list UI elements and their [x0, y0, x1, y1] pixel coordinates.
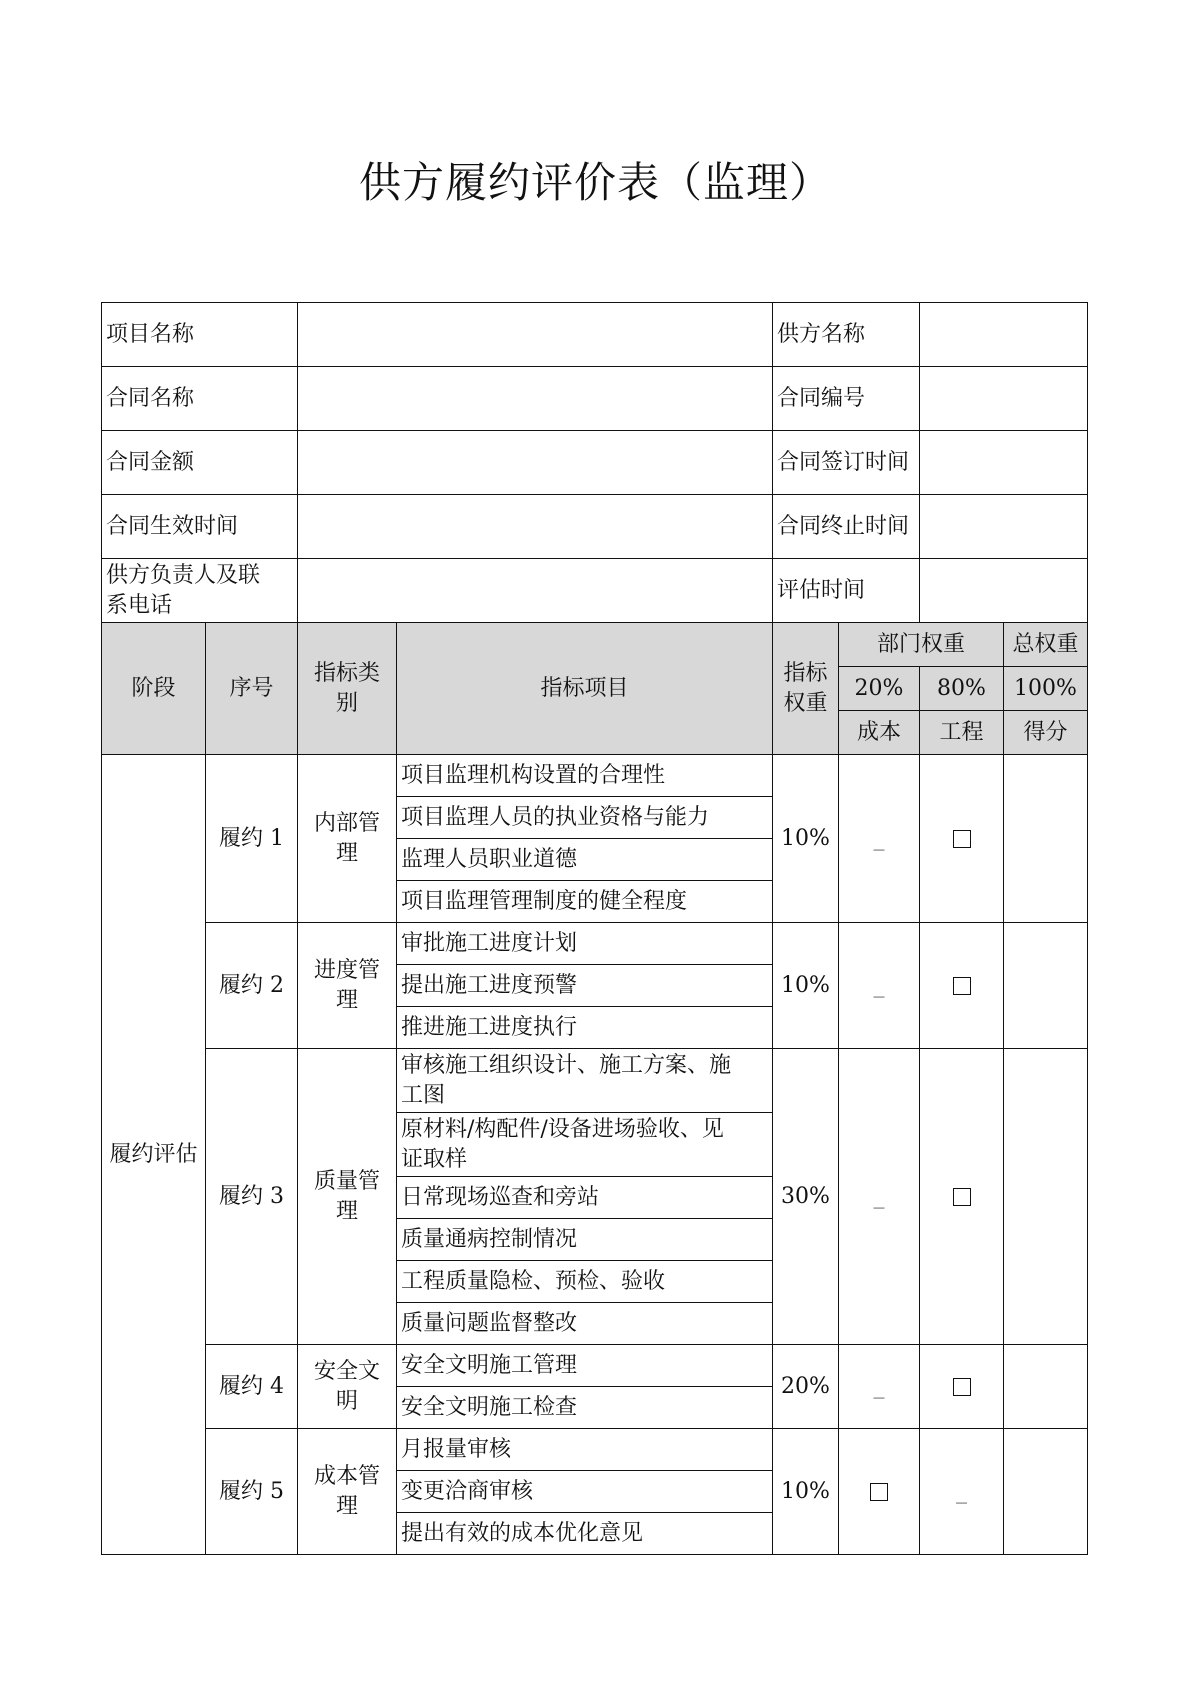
item-cell: 质量问题监督整改 [397, 1303, 773, 1345]
item-cell [397, 1049, 773, 1113]
category-line2: 理 [335, 1493, 358, 1519]
item-cell: 工程质量隐检、预检、验收 [397, 1261, 773, 1303]
info-row [102, 367, 1088, 431]
header-total-pct: 100% [1004, 667, 1088, 711]
cost-dash: _ [839, 1049, 920, 1345]
item-cell: 安全文明施工管理 [397, 1345, 773, 1387]
end-time-label: 合同终止时间 [773, 495, 920, 559]
header-eng: 工程 [920, 711, 1004, 755]
item-cell: 质量通病控制情况 [397, 1219, 773, 1261]
item-cell: 项目监理人员的执业资格与能力 [397, 797, 773, 839]
table-row [102, 923, 1088, 965]
eval-time-value[interactable] [920, 559, 1088, 623]
supplier-name-label: 供方名称 [773, 303, 920, 367]
category-line1: 安全文 [313, 1358, 380, 1384]
header-item: 指标项目 [397, 623, 773, 755]
category-line2: 理 [335, 987, 358, 1013]
table-row [102, 1429, 1088, 1471]
eval-time-label: 评估时间 [773, 559, 920, 623]
item-cell: 提出施工进度预警 [397, 965, 773, 1007]
category-line1: 质量管 [313, 1168, 380, 1194]
header-eng-pct: 80% [920, 667, 1004, 711]
category-cell [298, 1345, 397, 1429]
item-cell: 提出有效的成本优化意见 [397, 1513, 773, 1555]
header-total-weight: 总权重 [1004, 623, 1088, 667]
item-cell: 监理人员职业道德 [397, 839, 773, 881]
eng-checkbox[interactable] [920, 1345, 1004, 1429]
category-cell [298, 755, 397, 923]
header-seq: 序号 [206, 623, 298, 755]
contact-value[interactable] [298, 559, 773, 623]
category-line2: 理 [335, 840, 358, 866]
checkbox-icon[interactable] [953, 977, 971, 995]
category-cell [298, 1429, 397, 1555]
header-cost-pct: 20% [839, 667, 920, 711]
seq-cell: 履约 4 [206, 1345, 298, 1429]
item-line1: 原材料/构配件/设备进场验收、见 [401, 1116, 724, 1142]
item-line2: 证取样 [401, 1146, 468, 1172]
score-cell[interactable] [1004, 755, 1088, 923]
project-name-value[interactable] [298, 303, 773, 367]
category-cell [298, 1049, 397, 1345]
item-line2: 工图 [401, 1082, 446, 1108]
contact-label-line1: 供方负责人及联 [106, 562, 261, 588]
score-cell[interactable] [1004, 1345, 1088, 1429]
checkbox-icon[interactable] [870, 1483, 888, 1501]
info-row [102, 495, 1088, 559]
checkbox-icon[interactable] [953, 1188, 971, 1206]
table-row [102, 1049, 1088, 1113]
seq-cell: 履约 2 [206, 923, 298, 1049]
seq-cell: 履约 5 [206, 1429, 298, 1555]
supplier-name-value[interactable] [920, 303, 1088, 367]
contract-no-label: 合同编号 [773, 367, 920, 431]
contract-name-value[interactable] [298, 367, 773, 431]
item-cell: 推进施工进度执行 [397, 1007, 773, 1049]
header-weight-line1: 指标 [783, 660, 828, 686]
weight-cell: 20% [773, 1345, 839, 1429]
eng-checkbox[interactable] [920, 1049, 1004, 1345]
header-stage: 阶段 [102, 623, 206, 755]
info-row [102, 303, 1088, 367]
score-cell[interactable] [1004, 1049, 1088, 1345]
weight-cell: 10% [773, 1429, 839, 1555]
header-row [102, 623, 1088, 667]
category-line2: 明 [335, 1388, 358, 1414]
item-cell: 月报量审核 [397, 1429, 773, 1471]
eng-dash: _ [920, 1429, 1004, 1555]
category-line1: 进度管 [313, 957, 380, 983]
category-line1: 成本管 [313, 1463, 380, 1489]
item-cell: 审批施工进度计划 [397, 923, 773, 965]
contract-amount-value[interactable] [298, 431, 773, 495]
header-category-line2: 别 [335, 690, 358, 716]
contract-name-label: 合同名称 [102, 367, 298, 431]
cost-dash: _ [839, 923, 920, 1049]
weight-cell: 10% [773, 923, 839, 1049]
evaluation-table [101, 302, 1088, 1555]
cost-dash: _ [839, 755, 920, 923]
category-line1: 内部管 [313, 810, 380, 836]
header-category-line1: 指标类 [313, 660, 380, 686]
stage-cell: 履约评估 [102, 755, 206, 1555]
item-cell [397, 1113, 773, 1177]
weight-cell: 30% [773, 1049, 839, 1345]
item-line1: 审核施工组织设计、施工方案、施 [401, 1052, 732, 1078]
item-cell: 日常现场巡查和旁站 [397, 1177, 773, 1219]
header-cost: 成本 [839, 711, 920, 755]
info-row [102, 559, 1088, 623]
sign-time-label: 合同签订时间 [773, 431, 920, 495]
cost-dash: _ [839, 1345, 920, 1429]
effective-time-label: 合同生效时间 [102, 495, 298, 559]
header-dept-weight: 部门权重 [839, 623, 1004, 667]
header-weight-line2: 权重 [783, 690, 828, 716]
seq-cell: 履约 1 [206, 755, 298, 923]
seq-cell: 履约 3 [206, 1049, 298, 1345]
header-score: 得分 [1004, 711, 1088, 755]
item-cell: 安全文明施工检查 [397, 1387, 773, 1429]
contract-no-value[interactable] [920, 367, 1088, 431]
checkbox-icon[interactable] [953, 830, 971, 848]
table-row [102, 755, 1088, 797]
weight-cell: 10% [773, 755, 839, 923]
item-cell: 变更洽商审核 [397, 1471, 773, 1513]
info-row [102, 431, 1088, 495]
category-cell [298, 923, 397, 1049]
score-cell[interactable] [1004, 923, 1088, 1049]
table-row [102, 1345, 1088, 1387]
contract-amount-label: 合同金额 [102, 431, 298, 495]
page-title: 供方履约评价表（监理） [358, 158, 832, 207]
eng-checkbox[interactable] [920, 923, 1004, 1049]
category-line2: 理 [335, 1198, 358, 1224]
end-time-value[interactable] [920, 495, 1088, 559]
header-category [298, 623, 397, 755]
cost-checkbox[interactable] [839, 1429, 920, 1555]
effective-time-value[interactable] [298, 495, 773, 559]
project-name-label: 项目名称 [102, 303, 298, 367]
contact-label [102, 559, 298, 623]
score-cell[interactable] [1004, 1429, 1088, 1555]
checkbox-icon[interactable] [953, 1378, 971, 1396]
header-weight [773, 623, 839, 755]
item-cell: 项目监理机构设置的合理性 [397, 755, 773, 797]
sign-time-value[interactable] [920, 431, 1088, 495]
contact-label-line2: 系电话 [106, 592, 173, 618]
item-cell: 项目监理管理制度的健全程度 [397, 881, 773, 923]
eng-checkbox[interactable] [920, 755, 1004, 923]
